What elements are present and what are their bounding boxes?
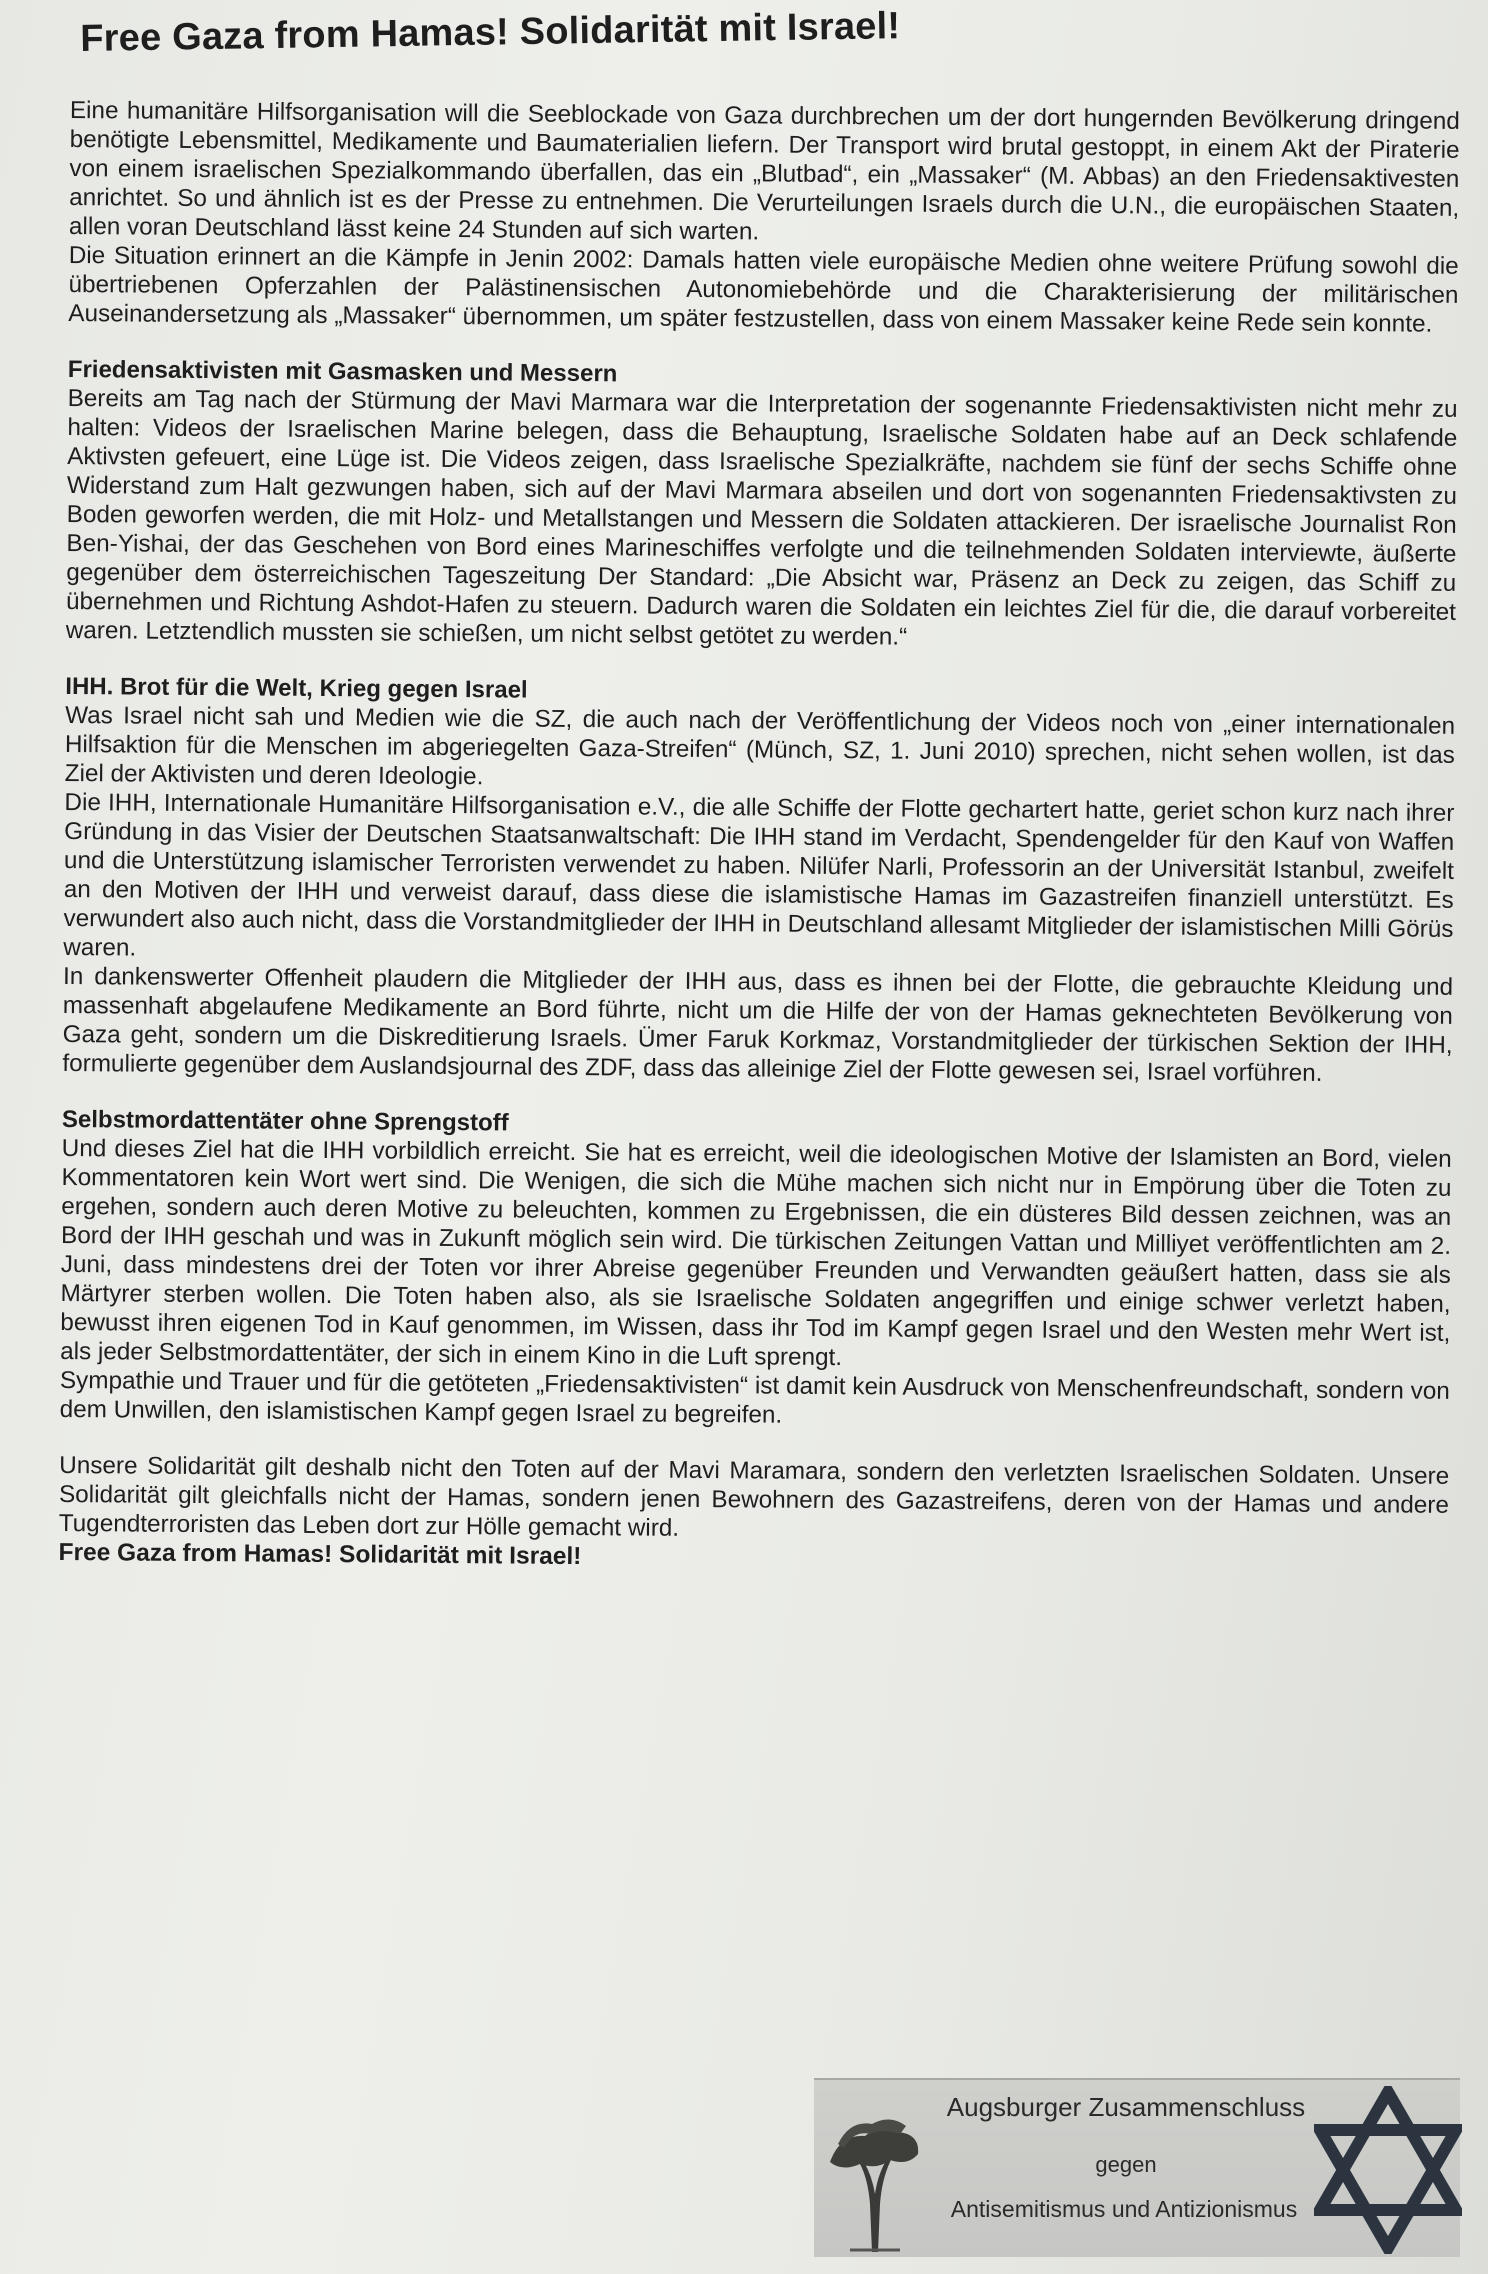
section-heading-3: Selbstmordattentäter ohne Sprengstoff [61, 1105, 509, 1137]
section-heading-1: Friedensaktivisten mit Gasmasken und Messern [67, 355, 618, 388]
star-of-david-icon [1314, 2086, 1462, 2254]
intro-paragraph-2: Die Situation erinnert an die Kämpfe in Jenin 2002: Damals hatten viele europäische Medien ohne weitere Prüfung sowohl die übertriebenen Opferzahlen der Palästinensischen Autonomiebehörde und die Charakterisierung der militärischen Auseinandersetzung als „Massaker“ übernommen, um später festzustellen, dass von einem Massaker keine Rede sein konnte. [68, 241, 1459, 338]
article-body [58, 96, 1460, 1578]
section-2-paragraph-2: Die IHH, Internationale Humanitäre Hilfsorganisation e.V., die alle Schiffe der Flotte gechartert hatte, geriet schon kurz nach ihrer Gründung in das Visier der Deutschen Staatsanwaltschaft: Die IHH stand im Verdacht, Spendengelder für den Kauf von Waffen und die Unterstützung islamischer Terroristen verwendet zu haben. Nilüfer Narli, Professorin an der Universität Istanbul, zweifelt an den Motiven der IHH und verweist darauf, dass diese die islamistische Hamas im Gazastreifen finanziell unterstützt. Es verwundert also auch nicht, dass die Vorstandmitglieder der IHH in Deutschland allesamt Mitglieder der islamistischen Milli Görüs waren. [63, 788, 1455, 962]
section-2-paragraph-1: Was Israel nicht sah und Medien wie die SZ, die auch nach der Veröffentlichung der Videos noch von „einer internationalen Hilfsaktion für die Menschen im abgeriegelten Gaza-Streifen“ (Münch, SZ, 1. Juni 2010) sprechen, nicht sehen wollen, ist das Ziel der Aktivisten und deren Ideologie. [64, 701, 1456, 791]
section-1-paragraph-1: Bereits am Tag nach der Stürmung der Mavi Marmara war die Interpretation der sogenannte Friedensaktivisten nicht mehr zu halten: Videos der Israelischen Marine belegen, dass die Behauptung, Israelische Soldaten habe auf an Deck schlafende Aktivsten gefeuert, eine Lüge ist. Die Videos zeigen, dass Israelische Spezialkräfte, nachdem sie fünf der sechs Schiffe ohne Widerstand zum Halt gezwungen haben, sich auf der Mavi Marmara abseilen und dort von sogenannten Friedensaktivsten zu Boden geworfen werden, die mit Holz- und Metallstangen und Messern die Soldaten attackieren. Der israelische Journalist Ron Ben-Yishai, der das Geschehen von Bord eines Marineschiffes verfolgte und die teilnehmenden Soldaten interviewte, äußerte gegenüber dem österreichischen Tageszeitung Der Standard: „Die Absicht war, Präsenz an Deck zu zeigen, das Schiff zu übernehmen und Richtung Ashdot-Hafen zu steuern. Dadurch waren die Soldaten ein leichtes Ziel für die, die darauf vorbereitet waren. Letztendlich mussten sie schießen, um nicht selbst getötet zu werden.“ [65, 384, 1458, 651]
tree-icon [820, 2084, 925, 2252]
logo-subtitle: Antisemitismus und Antizionismus [950, 2196, 1298, 2222]
logo-org-name: Augsburger Zusammenschluss [946, 2092, 1306, 2122]
organization-logo [814, 2078, 1460, 2257]
section-2-paragraph-3: In dankenswerter Offenheit plaudern die Mitglieder der IHH aus, dass es ihnen bei der Flotte, die gebrauchte Kleidung und massenhaft abgelaufene Medikamente an Bord führte, nicht um die Hilfe der von der Hamas geknechteten Bevölkerung von Gaza geht, sondern um die Diskreditierung Israels. Ümer Faruk Korkmaz, Vorstandmitglieder der türkischen Sektion der IHH, formulierte gegenüber dem Auslandsjournal des ZDF, dass das alleinige Ziel der Flotte gewesen sei, Israel vorführen. [62, 962, 1454, 1087]
section-3-paragraph-1: Und dieses Ziel hat die IHH vorbildlich erreicht. Sie hat es erreicht, weil die ideologischen Motive der Islamisten an Bord, vielen Kommentatoren kein Wort wert sind. Die Wenigen, die sich die Mühe machen sich nicht nur in Empörung über die Toten zu ergehen, sondern auch deren Motive zu beleuchten, kommen zu Ergebnissen, die ein düsteres Bild dessen zeichnen, was an Bord der IHH geschah und was in Zukunft möglich sein wird. Die türkischen Zeitungen Vattan und Milliyet veröffentlichten am 2. Juni, dass mindestens drei der Toten vor ihrer Abreise gegenüber Freunden und Verwandten geäußert hatten, dass sie als Märtyrer sterben wollen. Die Toten haben also, als sie Israelische Soldaten angegriffen und einige schwer verletzt haben, bewusst ihren eigenen Tod in Kauf genommen, im Wissen, dass ihr Tod im Kampf gegen Israel und den Westen mehr Wert ist, als jeder Selbstmordattentäter, der sich in einem Kino in die Luft sprengt. [60, 1134, 1452, 1372]
section-3-paragraph-2: Sympathie und Trauer und für die getöteten „Friedensaktivisten“ ist damit kein Ausdruck von Menschenfreundschaft, sondern von dem Unwillen, den islamistischen Kampf gegen Israel zu begreifen. [59, 1366, 1450, 1429]
intro-paragraph-1: Eine humanitäre Hilfsorganisation will die Seeblockade von Gaza durchbrechen um der dort hungernden Bevölkerung dringend benötigte Lebensmittel, Medikamente und Baumaterialien liefern. Der Transport wird brutal gestoppt, in einem Akt der Piraterie von einem israelischen Spezialkommando überfallen, das ein „Blutbad“, ein „Massaker“ (M. Abbas) an den Friedensaktivesten anrichtet. So und ähnlich ist es der Presse zu entnehmen. Die Verurteilungen Israels durch die U.N., die europäischen Staaten, allen voran Deutschland lässt keine 24 Stunden auf sich warten. [68, 96, 1460, 246]
section-heading-2: IHH. Brot für die Welt, Krieg gegen Israel [65, 672, 528, 704]
conclusion-paragraph: Unsere Solidarität gilt deshalb nicht den Toten auf der Mavi Maramara, sondern den verletzten Israelischen Soldaten. Unsere Solidarität gilt gleichfalls nicht der Hamas, sondern jenen Bewohnern des Gazastreifens, deren von der Hamas und andere Tugendterroristen das Leben dort zur Hölle gemacht wird. [58, 1451, 1450, 1542]
logo-connector: gegen [1095, 2152, 1157, 2177]
closing-slogan: Free Gaza from Hamas! Solidarität mit Israel! [58, 1538, 582, 1571]
page-title: Free Gaza from Hamas! Solidarität mit Israel! [80, 5, 901, 60]
